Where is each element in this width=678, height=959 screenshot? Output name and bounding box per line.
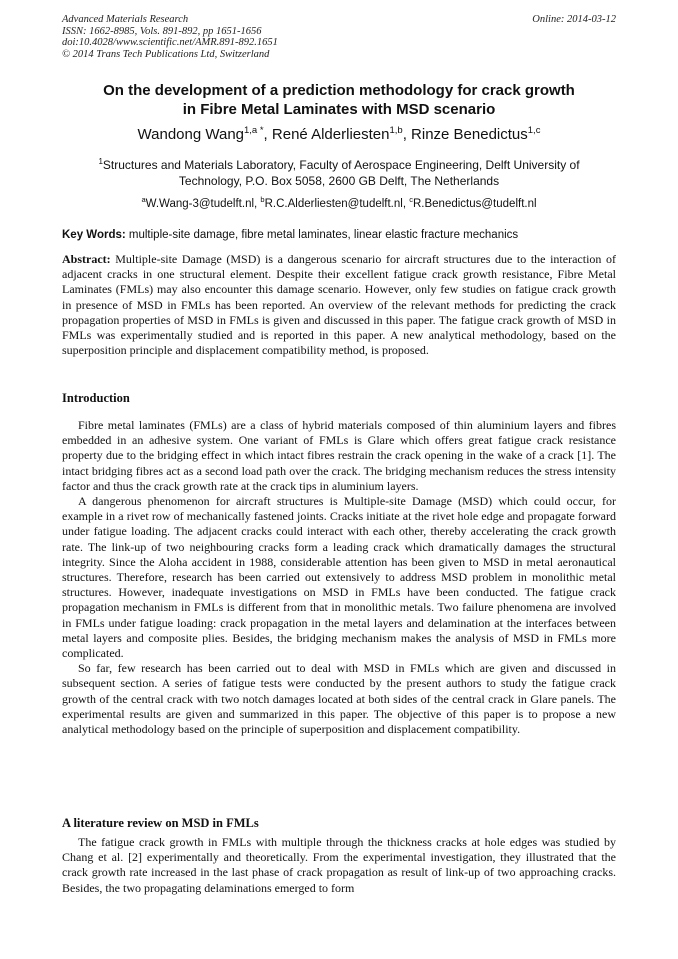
affiliation-marker: 1 <box>98 157 103 166</box>
title-line-1: On the development of a prediction methodology for crack growth <box>103 82 575 99</box>
paragraph: Fibre metal laminates (FMLs) are a class of hybrid materials composed of thin aluminium layers and fibres embedded in an adhesive system. One variant of FMLs is Glare which offers great fatigue crack resistance property due to the bridging effect in which intact fibres restrain the crack opening in the wake of a crack [1]. The intact bridging fibres act as a second load path over the crack. The bridging mechanism reduces the stress intensity factor and thus the crack growth rate at the crack tips in aluminium layers. <box>62 418 616 493</box>
email-marker-b: b <box>260 195 265 205</box>
author-2: René Alderliesten <box>271 126 390 143</box>
affiliation <box>62 157 616 189</box>
paper-title <box>62 81 616 119</box>
paragraph: A dangerous phenomenon for aircraft structures is Multiple-site Damage (MSD) which could occur, for example in a rivet row of mechanically fastened joints. Cracks initiate at the rivet hole edge and propagate forward under fatigue loading. The adjacent cracks could interact with each other, thereby accelerating the crack growth rate. The link-up of two neighbouring cracks form a leading crack which dramatically damages the structural integrity. Since the Aloha accident in 1988, considerable attention has been given to MSD in metal aeronautical structures. Therefore, research has been carried out extensively to address MSD problem in monolithic metal structures. However, inadequate investigations on MSD in FMLs have been conducted. The fatigue crack propagation mechanism in FMLs is different from that in monolithic metals. Two failure phenomena are involved in FMLs under fatigue loading: crack propagation in the metal layers and delamination at the interfaces between metal layers and composite plies. Besides, the bridging mechanism makes the analysis of MSD in FMLs more complicated. <box>62 494 616 661</box>
journal-header <box>62 14 616 60</box>
author-3-affil: 1,c <box>527 125 541 136</box>
author-list <box>62 126 616 144</box>
author-separator: , <box>263 126 272 143</box>
affiliation-line-1: Structures and Materials Laboratory, Faculty of Aerospace Engineering, Delft University of <box>102 158 580 172</box>
author-3: Rinze Benedictus <box>411 126 528 143</box>
email-b[interactable]: R.C.Alderliesten@tudelft.nl, <box>264 198 410 210</box>
keywords <box>62 228 616 243</box>
literature-heading: A literature review on MSD in FMLs <box>62 816 259 830</box>
paragraph: So far, few research has been carried out to deal with MSD in FMLs which are given and discussed in subsequent section. A series of fatigue tests were conducted by the present authors to study the fatigue crack growth of the central crack with two notch damages located at both sides of the central crack in Glare panels. The experimental results are given and summarized in this paper. The objective of this paper is to propose a new analytical methodology based on the principle of superposition and displacement compatibility. <box>62 661 616 737</box>
author-separator: , <box>402 126 412 143</box>
email-marker-c: c <box>409 195 413 205</box>
doi-line[interactable]: doi:10.4028/www.scientific.net/AMR.891-892.1651 <box>62 37 278 48</box>
keywords-label: Key Words: <box>62 229 126 241</box>
abstract <box>62 252 616 358</box>
author-emails <box>62 197 616 212</box>
literature-body <box>62 835 616 896</box>
email-a[interactable]: W.Wang-3@tudelft.nl, <box>145 198 261 210</box>
paragraph: The fatigue crack growth in FMLs with multiple through the thickness cracks at hole edges was studied by Chang et al. [2] experimentally and theoretically. From the experimental investigation, they illustrated that the crack growth rate increased in the last phase of crack propagation as result of link-up of two approaching cracks. Besides, the two propagating delaminations emerged to form <box>62 835 616 895</box>
online-date: Online: 2014-03-12 <box>532 14 616 25</box>
copyright-line: © 2014 Trans Tech Publications Ltd, Switzerland <box>62 48 270 60</box>
abstract-label: Abstract: <box>62 252 111 266</box>
abstract-text: Multiple-site Damage (MSD) is a dangerous scenario for aircraft structures due to the interaction of adjacent cracks in one structural element. Despite their excellent fatigue crack growth resistance, Fibre Metal Laminates (FMLs) may also encounter this damage scenario. However, only few studies on fatigue crack growth in presence of MSD in FMLs has been reported. An overview of the relevant methods for predicting the crack propagation properties of MSD in FMLs is given and discussed in this paper. The fatigue crack growth of MSD in FMLs was experimentally studied and is reported in this paper. A new analytical methodology, based on the superposition principle and displacement compatibility method, is proposed. <box>62 252 616 358</box>
email-c[interactable]: R.Benedictus@tudelft.nl <box>412 198 537 210</box>
email-marker-a: a <box>141 195 146 205</box>
journal-name: Advanced Materials Research <box>62 14 189 25</box>
keywords-text: multiple-site damage, fibre metal laminates, linear elastic fracture mechanics <box>125 229 519 241</box>
affiliation-line-2: Technology, P.O. Box 5058, 2600 GB Delft, The Netherlands <box>178 174 500 188</box>
introduction-heading: Introduction <box>62 391 130 405</box>
author-1: Wandong Wang <box>137 126 244 143</box>
issn-line: ISSN: 1662-8985, Vols. 891-892, pp 1651-1656 <box>62 25 262 37</box>
introduction-body <box>62 418 616 737</box>
author-1-affil: 1,a * <box>244 125 264 136</box>
author-2-affil: 1,b <box>389 125 403 136</box>
title-line-2: in Fibre Metal Laminates with MSD scenario <box>182 101 496 118</box>
